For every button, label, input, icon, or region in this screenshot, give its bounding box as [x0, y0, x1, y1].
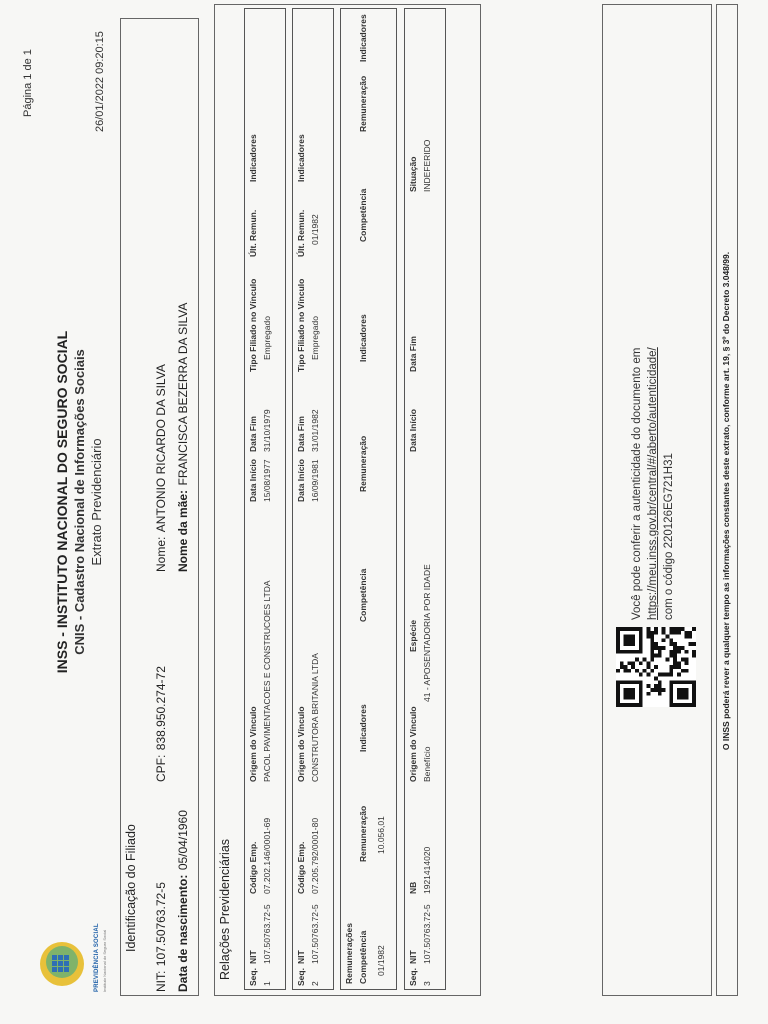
remuneracao-header-8: Indicadores — [358, 14, 368, 62]
vinculo-cell-6: Empregado — [262, 316, 272, 360]
relacoes-section-title: Relações Previdenciárias — [218, 835, 232, 984]
vinculo-cell-3: CONSTRUTORA BRITANIA LTDA — [310, 653, 320, 782]
vinculo-header-4: Data Início — [296, 459, 306, 502]
beneficio-header-3: Origem do Vínculo — [408, 706, 418, 782]
remuneracao-header-1: Remuneração — [358, 805, 368, 862]
vinculo-header-6: Tipo Filiado no Vínculo — [296, 278, 306, 372]
remuneracao-header-3: Competência — [358, 568, 368, 622]
filiado-section-title: Identificação do Filiado — [124, 820, 138, 956]
beneficio-cell-1: 107.50763.72-5 — [422, 904, 432, 964]
autenticidade-codigo: com o código 220126EG721H31 — [663, 453, 675, 620]
beneficio-header-1: NIT — [408, 950, 418, 964]
print-datetime: 26/01/2022 09:20:15 — [94, 31, 106, 132]
beneficio-header-4: Espécie — [408, 619, 418, 652]
vinculo-cell-0: 2 — [310, 981, 320, 986]
autenticidade-text: Você pode conferir a autenticidade do documento em — [631, 347, 643, 620]
vinculo-cell-7: 01/1982 — [310, 214, 320, 245]
vinculo-header-3: Origem do Vínculo — [296, 706, 306, 782]
qr-code-icon — [616, 627, 696, 707]
remuneracao-header-2: Indicadores — [358, 704, 368, 752]
nascimento-field: Data de nascimento: 05/04/1960 — [176, 810, 190, 992]
vinculo-cell-2: 07.205.792/0001-80 — [310, 817, 320, 894]
autenticidade-link[interactable]: https://meu.inss.gov.br/central/#/aberto/autenticidade/ — [647, 347, 659, 620]
beneficio-header-0: Seq. — [408, 968, 418, 986]
beneficio-cell-2: 1921414020 — [422, 846, 432, 894]
logo-name: PREVIDÊNCIA SOCIAL — [94, 923, 100, 992]
nit-field: NIT: 107.50763.72-5 — [154, 882, 168, 992]
remuneracao-header-4: Remuneração — [358, 435, 368, 492]
remuneracao-header-6: Competência — [358, 188, 368, 242]
beneficio-cell-7: INDEFERIDO — [422, 139, 432, 192]
remuneracao-header-0: Competência — [358, 930, 368, 984]
remuneracao-header-5: Indicadores — [358, 314, 368, 362]
remuneracao-header-7: Remuneração — [358, 75, 368, 132]
page-number: Página 1 de 1 — [22, 49, 34, 117]
vinculo-header-2: Código Emp. — [296, 841, 306, 894]
cpf-field: CPF: 838.950.274-72 — [154, 666, 168, 782]
cpf-value: 838.950.274-72 — [154, 666, 168, 751]
vinculo-header-0: Seq. — [296, 968, 306, 986]
vinculo-cell-1: 107.50763.72-5 — [310, 904, 320, 964]
beneficio-header-6: Data Fim — [408, 336, 418, 372]
nome-value: ANTONIO RICARDO DA SILVA — [154, 364, 168, 533]
vinculo-header-7: Últ. Remun. — [248, 209, 258, 257]
vinculo-header-5: Data Fim — [248, 416, 258, 452]
mae-field: Nome da mãe: FRANCISCA BEZERRA DA SILVA — [176, 302, 190, 572]
vinculo-header-8: Indicadores — [248, 134, 258, 182]
vinculo-cell-5: 31/01/1982 — [310, 409, 320, 452]
remuneracao-competencia: 01/1982 — [376, 945, 386, 976]
remuneracoes-table — [340, 8, 397, 990]
title-extrato: Extrato Previdenciário — [89, 438, 104, 566]
nome-field: Nome: ANTONIO RICARDO DA SILVA — [154, 364, 168, 572]
beneficio-cell-3: Benefício — [422, 746, 432, 782]
vinculo-cell-1: 107.50763.72-5 — [262, 904, 272, 964]
nit-value: 107.50763.72-5 — [154, 882, 168, 967]
vinculo-cell-6: Empregado — [310, 316, 320, 360]
remuneracoes-title: Remunerações — [344, 923, 354, 984]
beneficio-header-2: NB — [408, 881, 418, 894]
vinculo-header-7: Últ. Remun. — [296, 209, 306, 257]
vinculo-header-2: Código Emp. — [248, 841, 258, 894]
logo-emblem-icon — [36, 940, 92, 992]
title-cnis: CNIS - Cadastro Nacional de Informações Sociais — [72, 349, 87, 655]
remuneracao-valor: 10.056,01 — [376, 816, 386, 854]
vinculo-header-8: Indicadores — [296, 134, 306, 182]
beneficio-header-7: Situação — [408, 156, 418, 192]
vinculo-header-0: Seq. — [248, 968, 258, 986]
beneficio-header-5: Data Início — [408, 409, 418, 452]
vinculo-cell-2: 07.202.146/0001-69 — [262, 817, 272, 894]
previdencia-logo — [36, 862, 107, 992]
document-rotated — [14, 12, 754, 1012]
vinculo-header-5: Data Fim — [296, 416, 306, 452]
beneficio-cell-0: 3 — [422, 981, 432, 986]
vinculo-cell-0: 1 — [262, 981, 272, 986]
vinculo-cell-4: 16/09/1981 — [310, 459, 320, 502]
beneficio-cell-4: 41 - APOSENTADORIA POR IDADE — [422, 564, 432, 702]
nascimento-value: 05/04/1960 — [176, 810, 190, 871]
vinculo-cell-5: 31/10/1979 — [262, 409, 272, 452]
vinculo-header-6: Tipo Filiado no Vínculo — [248, 278, 258, 372]
vinculo-header-4: Data Início — [248, 459, 258, 502]
footer-text: O INSS poderá rever a qualquer tempo as informações constantes deste extrato, conforme art. 19, § 3º do Decreto 3.048/99. — [721, 251, 731, 751]
vinculo-cell-3: PACOL PAVIMENTACOES E CONSTRUCOES LTDA — [262, 580, 272, 782]
vinculo-header-1: NIT — [248, 950, 258, 964]
vinculo-header-1: NIT — [296, 950, 306, 964]
logo-subtitle: Instituto Nacional do Seguro Social — [102, 929, 107, 992]
vinculo-cell-4: 15/08/1977 — [262, 459, 272, 502]
vinculo-header-3: Origem do Vínculo — [248, 706, 258, 782]
title-inss: INSS - INSTITUTO NACIONAL DO SEGURO SOCIAL — [54, 330, 70, 674]
mae-value: FRANCISCA BEZERRA DA SILVA — [176, 302, 190, 486]
